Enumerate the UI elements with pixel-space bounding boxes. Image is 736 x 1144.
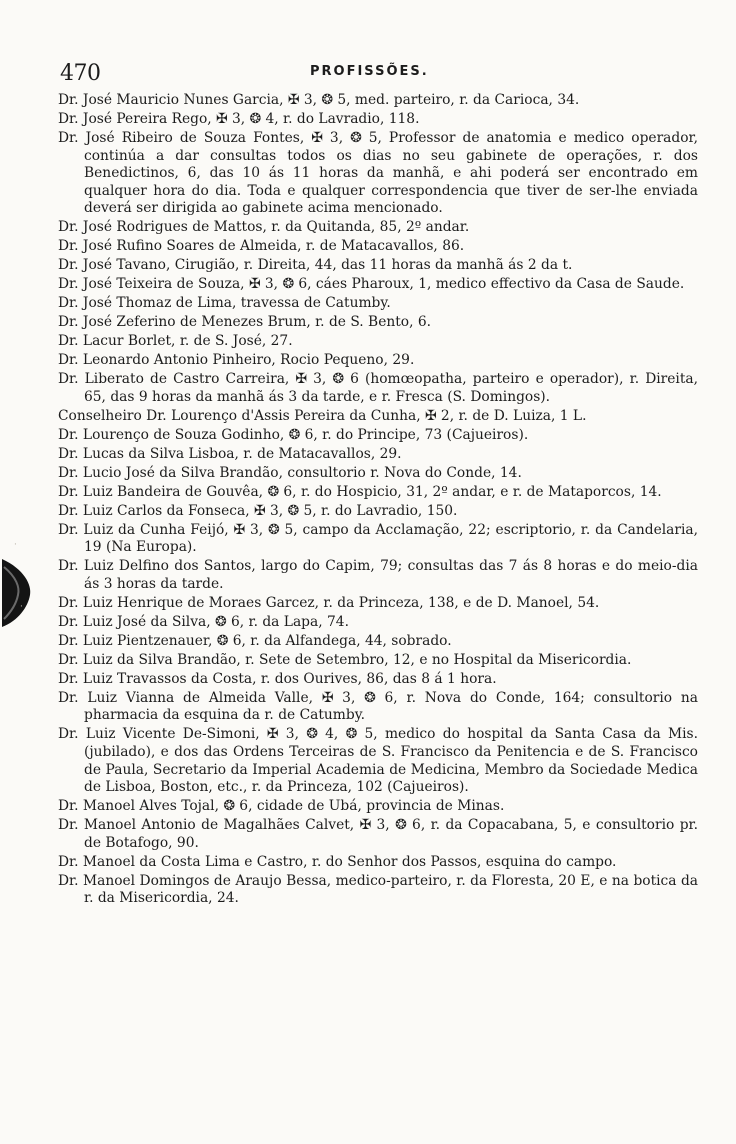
entry: Dr. Luiz Pientzenauer, ❂ 6, r. da Alfandega, 44, sobrado. bbox=[58, 632, 452, 649]
binding-ink-mark bbox=[0, 555, 34, 630]
entry: Dr. Manoel da Costa Lima e Castro, r. do Senhor dos Passos, esquina do campo. bbox=[58, 853, 617, 870]
entry: Dr. Luiz Carlos da Fonseca, ✠ 3, ❂ 5, r. do Lavradio, 150. bbox=[58, 502, 458, 519]
entry: Dr. Lacur Borlet, r. de S. José, 27. bbox=[58, 333, 293, 350]
page-header bbox=[60, 60, 694, 90]
entry: Dr. José Pereira Rego, ✠ 3, ❂ 4, r. do Lavradio, 118. bbox=[58, 110, 420, 127]
entry: Dr. Manoel Antonio de Magalhães Calvet, ✠ 3, ❂ 6, r. da Copacabana, 5, e consultorio pr. de Botafogo, 90. bbox=[58, 817, 698, 851]
entry: Dr. Luiz Henrique de Moraes Garcez, r. da Princeza, 138, e de D. Manoel, 54. bbox=[58, 594, 600, 611]
entry: Dr. José Tavano, Cirugião, r. Direita, 44, das 11 horas da manhã ás 2 da t. bbox=[58, 257, 573, 274]
entry: Dr. Lucio José da Silva Brandão, consultorio r. Nova do Conde, 14. bbox=[58, 464, 522, 481]
entry: Dr. Lucas da Silva Lisboa, r. de Matacavallos, 29. bbox=[58, 445, 402, 462]
entry: Dr. José Thomaz de Lima, travessa de Catumby. bbox=[58, 295, 391, 312]
directory-entries bbox=[58, 92, 698, 909]
entry: Dr. Luiz Travassos da Costa, r. dos Ourives, 86, das 8 á 1 hora. bbox=[58, 670, 497, 687]
entry: Dr. Liberato de Castro Carreira, ✠ 3, ❂ 6 (homœopatha, parteiro e operador), r. Direita, 65, das 9 horas da manhã ás 3 da tarde, e r. Fresca (S. Domingos). bbox=[58, 371, 698, 405]
entry: Dr. José Mauricio Nunes Garcia, ✠ 3, ❂ 5, med. parteiro, r. da Carioca, 34. bbox=[58, 92, 580, 108]
entry: Dr. Luiz Vicente De-Simoni, ✠ 3, ❂ 4, ❂ 5, medico do hospital da Santa Casa da Mis. (jubilado), e dos das Ordens Terceiras de S. Francisco da Penitencia e de S. Francisco de Paula, Secretario da Imperial Academia de Medicina, Membro da Sociedade Medica de Lisboa, Boston, etc., r. da Princeza, 102 (Cajueiros). bbox=[58, 726, 698, 796]
running-title: PROFISSÕES. bbox=[310, 64, 429, 79]
entry: Dr. José Teixeira de Souza, ✠ 3, ❂ 6, cáes Pharoux, 1, medico effectivo da Casa de Saude. bbox=[58, 276, 685, 293]
entry: Conselheiro Dr. Lourenço d'Assis Pereira da Cunha, ✠ 2, r. de D. Luiza, 1 L. bbox=[58, 407, 587, 424]
entry: Dr. José Rodrigues de Mattos, r. da Quitanda, 85, 2º andar. bbox=[58, 219, 470, 236]
entry: Dr. Manoel Alves Tojal, ❂ 6, cidade de Ubá, provincia de Minas. bbox=[58, 798, 505, 815]
entry: Dr. José Rufino Soares de Almeida, r. de Matacavallos, 86. bbox=[58, 238, 465, 255]
entry: Dr. José Ribeiro de Souza Fontes, ✠ 3, ❂ 5, Professor de anatomia e medico operador, continúa a dar consultas todos os dias no seu gabinete de operações, r. dos Benedictinos, 6, das 10 ás 11 horas da manhã, e ahi poderá ser encontrado em qualquer hora do dia. Toda e qualquer correspondencia que tiver de ser-lhe enviada deverá ser dirigida ao gabinete acima mencionado. bbox=[58, 129, 698, 217]
entry: Dr. Luiz José da Silva, ❂ 6, r. da Lapa, 74. bbox=[58, 613, 349, 630]
paper-speck: · bbox=[14, 540, 17, 550]
page-number: 470 bbox=[60, 61, 101, 86]
entry: Dr. Luiz Bandeira de Gouvêa, ❂ 6, r. do Hospicio, 31, 2º andar, e r. de Mataporcos, 14. bbox=[58, 483, 662, 500]
entry: Dr. Luiz da Silva Brandão, r. Sete de Setembro, 12, e no Hospital da Misericordia. bbox=[58, 651, 632, 668]
entry: Dr. Leonardo Antonio Pinheiro, Rocio Pequeno, 29. bbox=[58, 352, 415, 369]
paper-speck: · bbox=[20, 602, 23, 612]
entry: Dr. Luiz Delfino dos Santos, largo do Capim, 79; consultas das 7 ás 8 horas e do meio-dia ás 3 horas da tarde. bbox=[58, 558, 698, 592]
entry: Dr. José Zeferino de Menezes Brum, r. de S. Bento, 6. bbox=[58, 314, 432, 331]
entry: Dr. Manoel Domingos de Araujo Bessa, medico-parteiro, r. da Floresta, 20 E, e na botica da r. da Misericordia, 24. bbox=[58, 872, 698, 907]
entry: Dr. Luiz da Cunha Feijó, ✠ 3, ❂ 5, campo da Acclamação, 22; escriptorio, r. da Candelaria, 19 (Na Europa). bbox=[58, 521, 698, 556]
entry: Dr. Lourenço de Souza Godinho, ❂ 6, r. do Principe, 73 (Cajueiros). bbox=[58, 426, 529, 443]
entry: Dr. Luiz Vianna de Almeida Valle, ✠ 3, ❂ 6, r. Nova do Conde, 164; consultorio na pharmacia da esquina da r. de Catumby. bbox=[58, 689, 698, 724]
